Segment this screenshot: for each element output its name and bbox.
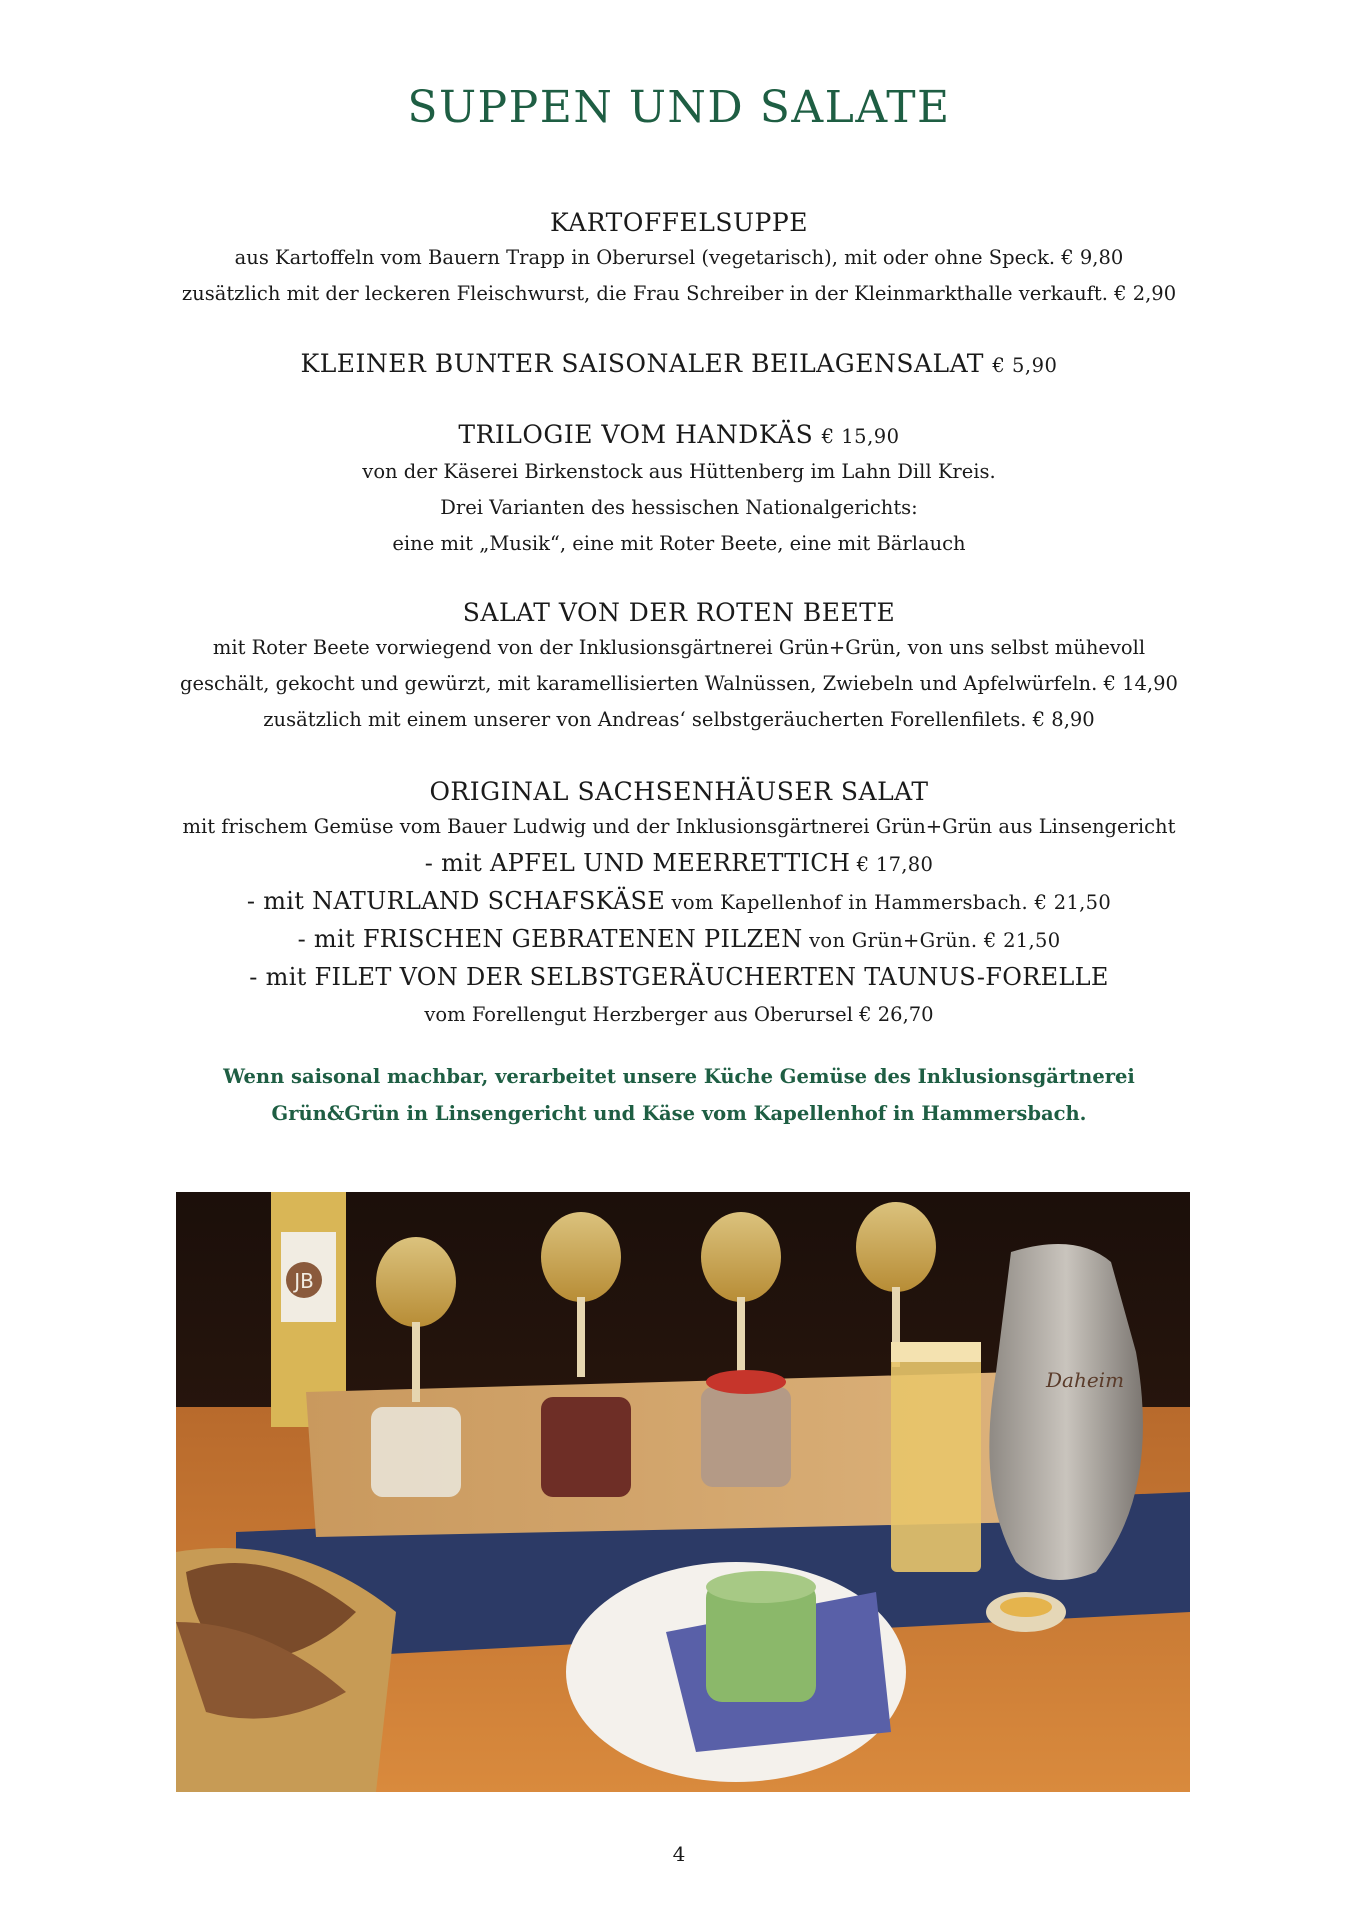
item-name: SALAT VON DER ROTEN BEETE <box>462 598 896 627</box>
variant-line: - mit FILET VON DER SELBSTGERÄUCHERTEN TAUNUS-FORELLE <box>249 963 1109 991</box>
item-price: € 5,90 <box>992 354 1058 377</box>
item-description: aus Kartoffeln vom Bauern Trapp in Oberursel (vegetarisch), mit oder ohne Speck. € 9,80 <box>234 246 1124 269</box>
seasonal-note <box>100 1058 1258 1132</box>
menu-item-beilagensalat <box>100 347 1258 383</box>
menu-item-sachsenhaeuser <box>100 775 1258 1033</box>
jug-label: Daheim <box>1046 1368 1125 1392</box>
item-description: Drei Varianten des hessischen Nationalgerichts: <box>440 496 918 519</box>
menu-item-handkaes <box>100 418 1258 562</box>
menu-item-kartoffelsuppe <box>100 206 1258 312</box>
item-description: mit frischem Gemüse vom Bauer Ludwig und der Inklusionsgärtnerei Grün+Grün aus Linsengericht <box>182 815 1176 838</box>
food-photo <box>176 1192 1190 1792</box>
variant-line: - mit FRISCHEN GEBRATENEN PILZEN von Grün+Grün. € 21,50 <box>297 925 1061 953</box>
item-addon: zusätzlich mit einem unserer von Andreas‘ selbstgeräucherten Forellenfilets. € 8,90 <box>263 708 1095 731</box>
variant-line: - mit NATURLAND SCHAFSKÄSE vom Kapellenhof in Hammersbach. € 21,50 <box>246 887 1112 915</box>
item-description: mit Roter Beete vorwiegend von der Inklusionsgärtnerei Grün+Grün, von uns selbst mühevoll <box>212 636 1146 659</box>
note-line: Grün&Grün in Linsengericht und Käse vom Kapellenhof in Hammersbach. <box>271 1102 1087 1125</box>
menu-item-rote-beete <box>100 596 1258 738</box>
item-name: KARTOFFELSUPPE <box>550 208 808 237</box>
item-description: vom Forellengut Herzberger aus Oberursel € 26,70 <box>424 1003 934 1026</box>
item-price: € 15,90 <box>821 425 900 448</box>
item-description: von der Käserei Birkenstock aus Hüttenberg im Lahn Dill Kreis. <box>362 460 996 483</box>
item-addon: zusätzlich mit der leckeren Fleischwurst, die Frau Schreiber in der Kleinmarkthalle verkauft. € 2,90 <box>181 282 1177 305</box>
note-line: Wenn saisonal machbar, verarbeitet unsere Küche Gemüse des Inklusionsgärtnerei <box>223 1065 1135 1088</box>
variant-line: - mit APFEL UND MEERRETTICH € 17,80 <box>424 849 934 877</box>
page-number: 4 <box>672 1842 686 1866</box>
bottle-label: JB <box>294 1269 314 1293</box>
item-name: KLEINER BUNTER SAISONALER BEILAGENSALAT <box>300 349 984 378</box>
page-title: SUPPEN UND SALATE <box>407 82 951 133</box>
item-name: ORIGINAL SACHSENHÄUSER SALAT <box>429 777 929 806</box>
item-description: eine mit „Musik“, eine mit Roter Beete, eine mit Bärlauch <box>392 532 966 555</box>
item-description: geschält, gekocht und gewürzt, mit karamellisierten Walnüssen, Zwiebeln und Apfelwürfeln. € 14,90 <box>180 672 1178 695</box>
item-name: TRILOGIE VOM HANDKÄS <box>458 420 814 449</box>
